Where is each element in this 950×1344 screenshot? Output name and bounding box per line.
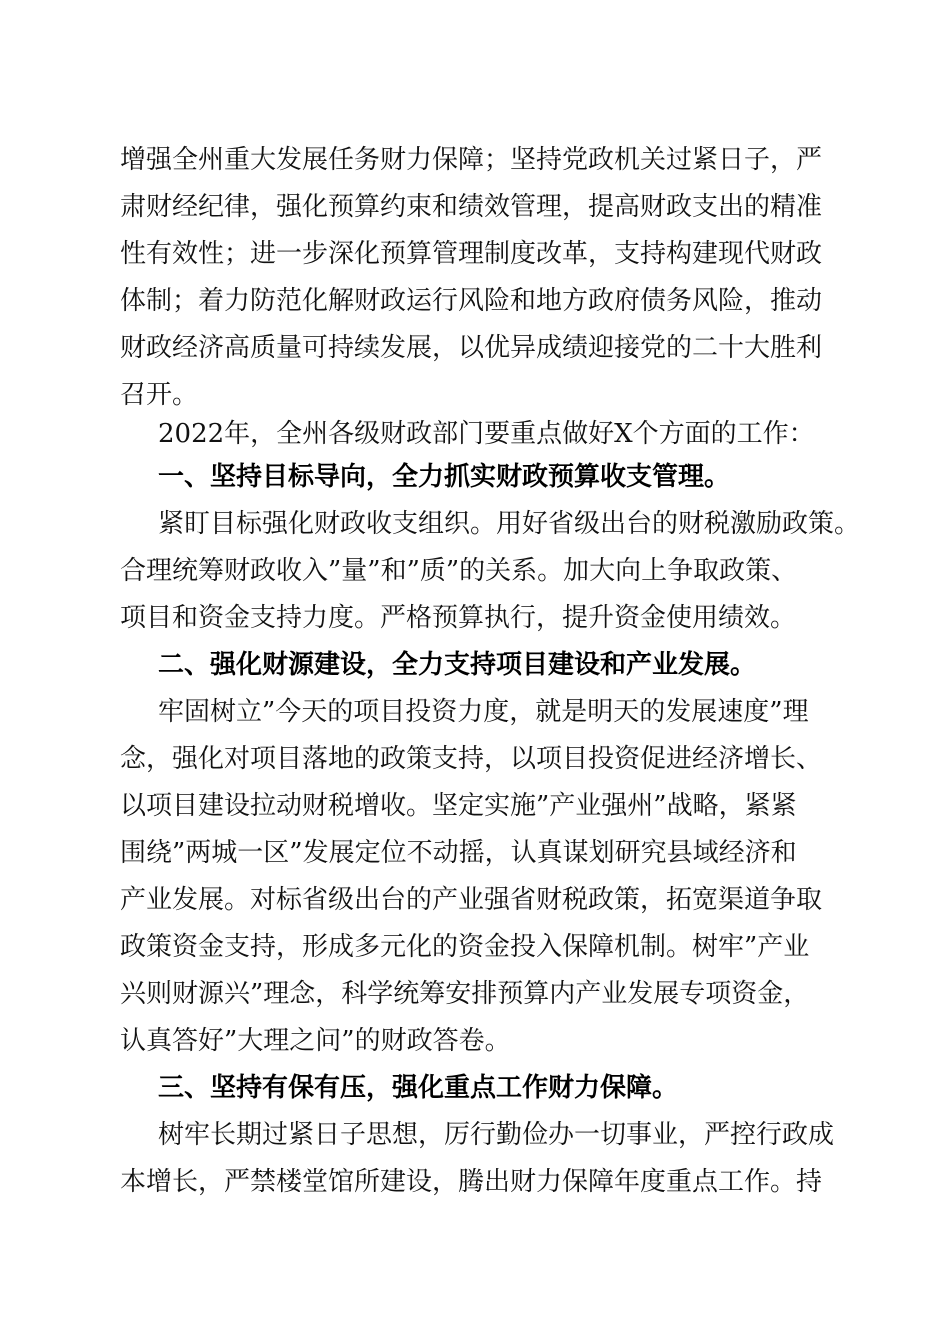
section-heading-1: 一、坚持目标导向，全力抓实财政预算收支管理。 bbox=[158, 462, 731, 492]
body-text-line: 召开。 bbox=[120, 380, 199, 410]
body-text-line: 性有效性；进一步深化预算管理制度改革，支持构建现代财政 bbox=[120, 239, 823, 269]
body-text-line: 认真答好”大理之问”的财政答卷。 bbox=[120, 1026, 511, 1056]
section-heading-3: 三、坚持有保有压，强化重点工作财力保障。 bbox=[158, 1073, 679, 1103]
body-text-line: 肃财经纪律，强化预算约束和绩效管理，提高财政支出的精准 bbox=[120, 192, 823, 222]
body-text-line: 合理统筹财政收入”量”和”质”的关系。加大向上争取政策、 bbox=[120, 556, 798, 586]
body-text-line: 念，强化对项目落地的政策支持，以项目投资促进经济增长、 bbox=[120, 744, 823, 774]
body-text-line: 本增长，严禁楼堂馆所建设，腾出财力保障年度重点工作。持 bbox=[120, 1167, 823, 1197]
body-text-line: 财政经济高质量可持续发展，以优异成绩迎接党的二十大胜利 bbox=[120, 333, 823, 363]
body-text-line: 紧盯目标强化财政收支组织。用好省级出台的财税激励政策。 bbox=[158, 509, 861, 539]
body-text-line: 增强全州重大发展任务财力保障；坚持党政机关过紧日子，严 bbox=[120, 145, 823, 175]
body-text-line: 以项目建设拉动财税增收。坚定实施”产业强州”战略，紧紧 bbox=[120, 791, 797, 821]
intro-paragraph: 2022年，全州各级财政部门要重点做好X个方面的工作： bbox=[158, 419, 815, 449]
body-text-line: 树牢长期过紧日子思想，厉行勤俭办一切事业，严控行政成 bbox=[158, 1120, 835, 1150]
section-heading-2: 二、强化财源建设，全力支持项目建设和产业发展。 bbox=[158, 650, 757, 680]
body-text-line: 牢固树立”今天的项目投资力度，就是明天的发展速度”理 bbox=[158, 697, 809, 727]
body-text-line: 产业发展。对标省级出台的产业强省财税政策，拓宽渠道争取 bbox=[120, 885, 823, 915]
body-text-line: 体制；着力防范化解财政运行风险和地方政府债务风险，推动 bbox=[120, 286, 823, 316]
body-text-line: 兴则财源兴”理念，科学统筹安排预算内产业发展专项资金， bbox=[120, 979, 810, 1009]
body-text-line: 围绕”两城一区”发展定位不动摇，认真谋划研究县域经济和 bbox=[120, 838, 797, 868]
body-text-line: 项目和资金支持力度。严格预算执行，提升资金使用绩效。 bbox=[120, 603, 797, 633]
body-text-line: 政策资金支持，形成多元化的资金投入保障机制。树牢”产业 bbox=[120, 932, 810, 962]
